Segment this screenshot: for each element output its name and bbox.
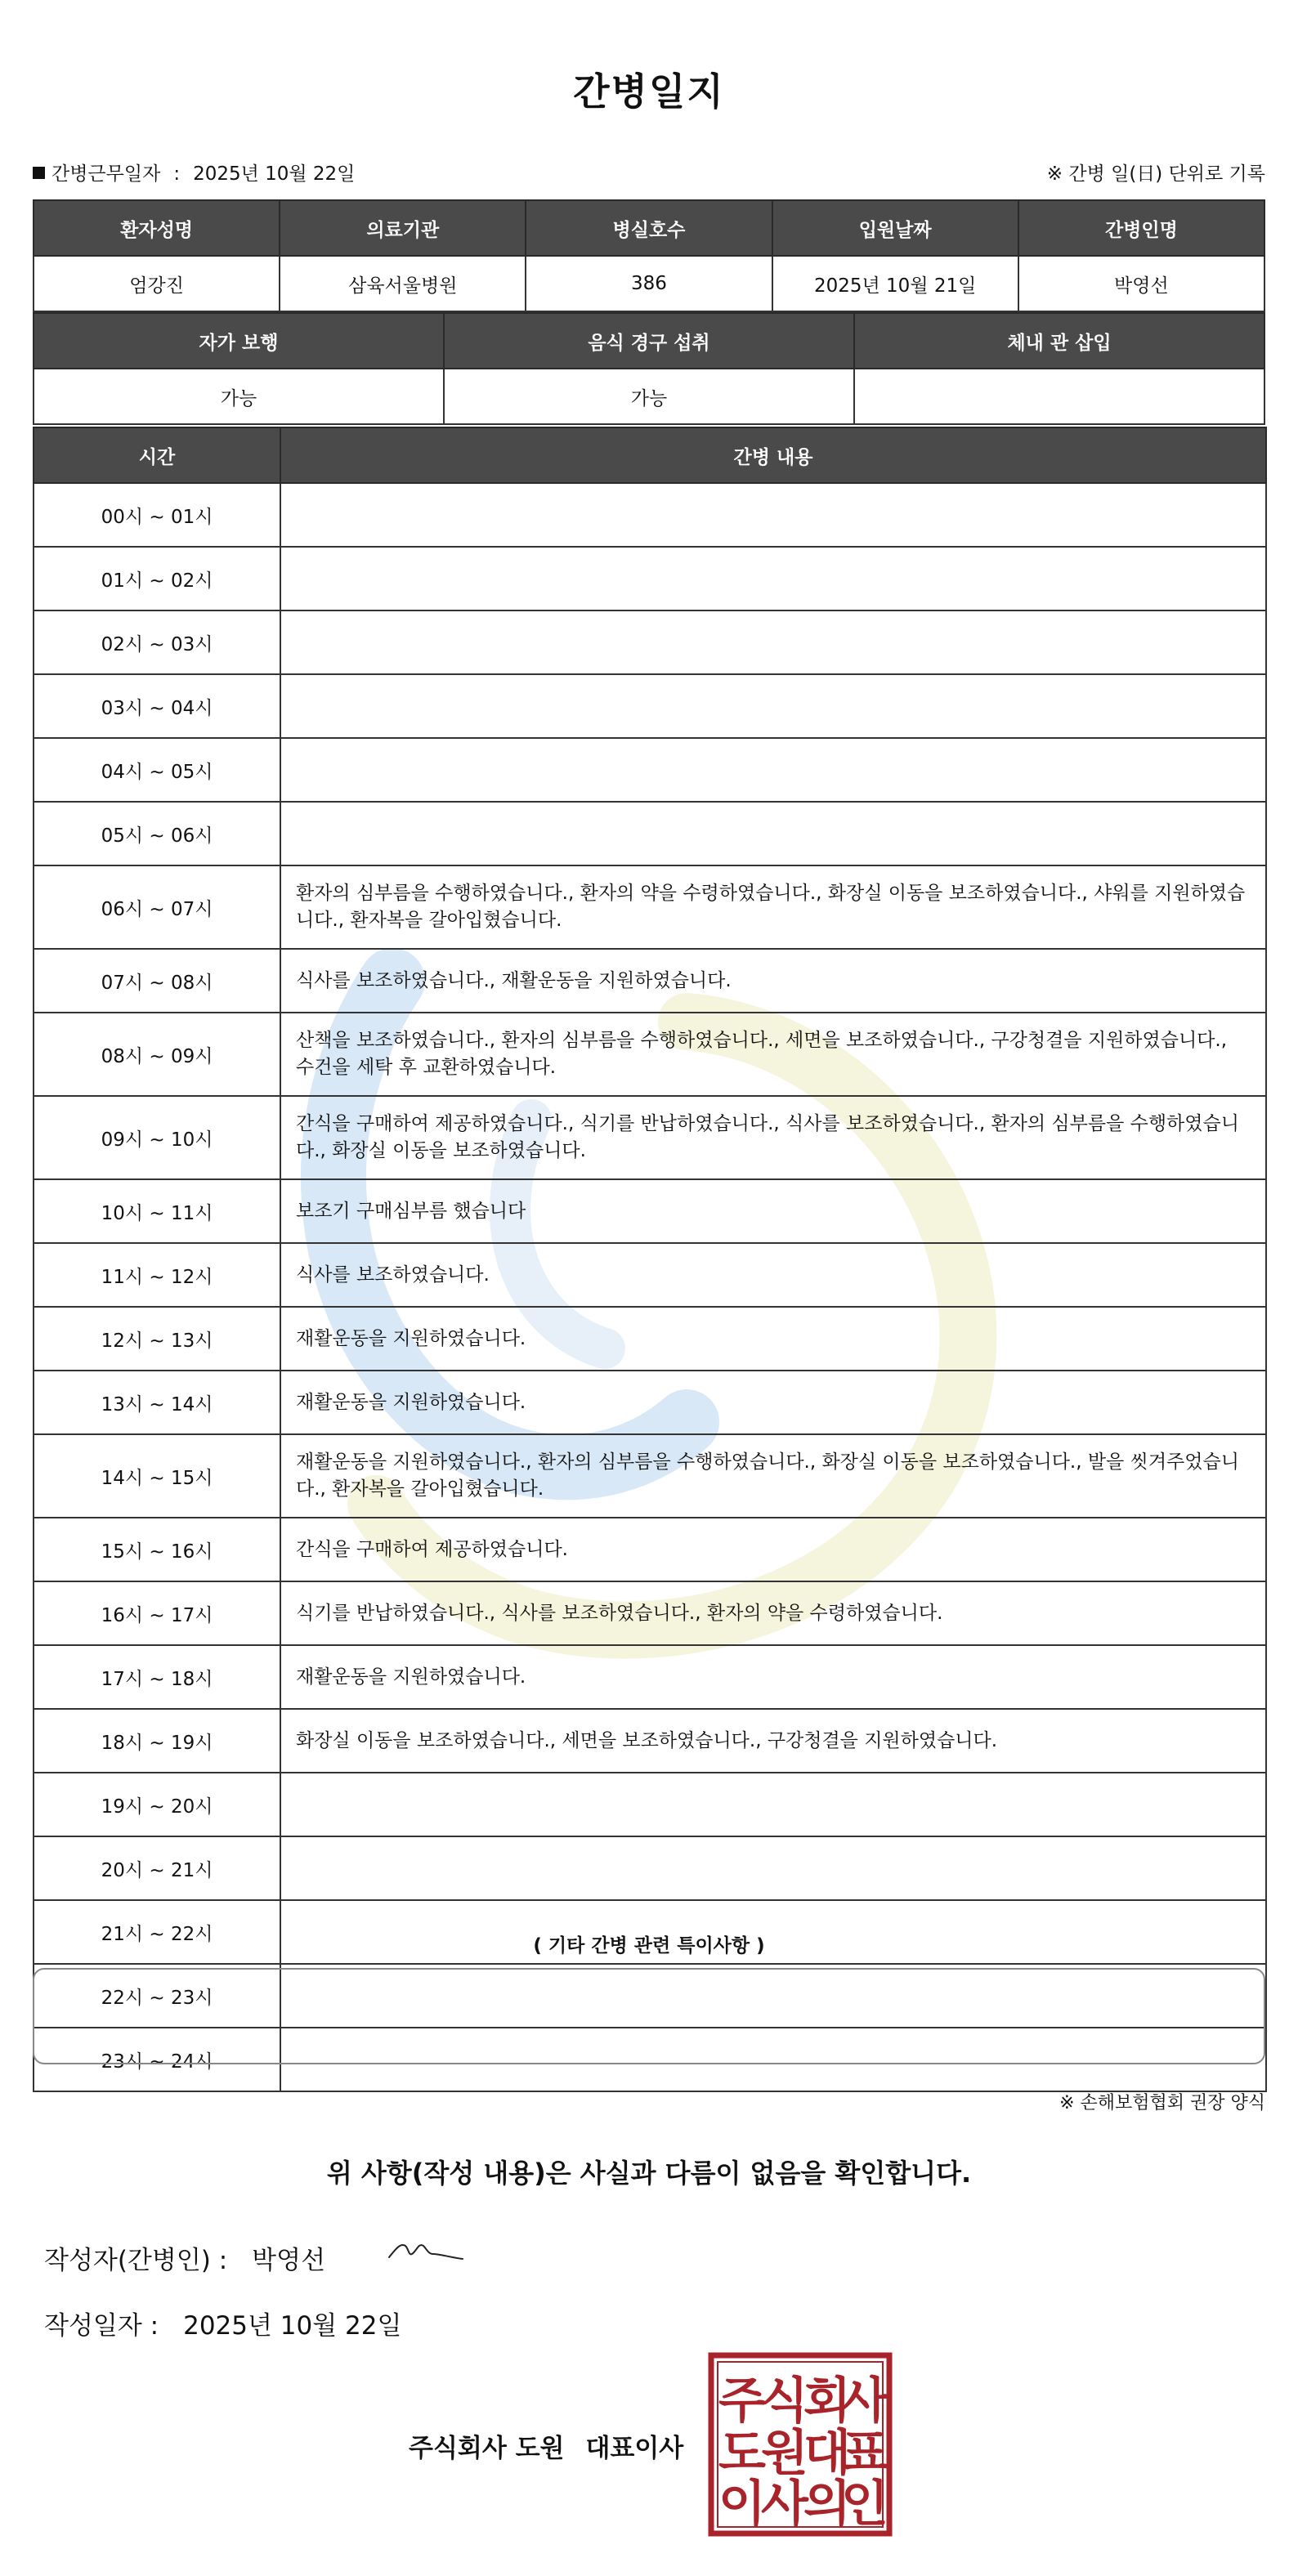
care-log-row (34, 1371, 1266, 1434)
work-date-label: 간병근무일자 (51, 163, 161, 185)
work-date-value: 2025년 10월 22일 (193, 163, 356, 185)
confirmation-statement: 위 사항(작성 내용)은 사실과 다름이 없음을 확인합니다. (326, 2158, 972, 2189)
header-time: 시간 (34, 427, 280, 483)
time-slot: 07시 ~ 08시 (34, 949, 280, 1013)
care-content: 간식을 구매하여 제공하였습니다., 식기를 반납하였습니다., 식사를 보조하였습니다., 환자의 심부름을 수행하였습니다., 화장실 이동을 보조하였습니다. (280, 1096, 1266, 1179)
svg-text:도: 도 (718, 2425, 766, 2482)
care-log-row (34, 547, 1266, 610)
care-log-row (34, 1836, 1266, 1900)
company-name: 주식회사 도원 (409, 2434, 565, 2463)
writer-line (44, 2239, 325, 2276)
header-oral-intake: 음식 경구 섭취 (444, 313, 854, 369)
hospital-name: 삼육서울병원 (280, 256, 526, 311)
patient-info-table (33, 199, 1265, 312)
caregiver-name: 박영선 (1018, 256, 1264, 311)
written-date-label: 작성일자 : (44, 2311, 159, 2341)
care-log-header-row (34, 427, 1266, 483)
header-caregiver-name: 간병인명 (1018, 200, 1264, 256)
square-bullet-icon (33, 167, 45, 179)
time-slot: 03시 ~ 04시 (34, 674, 280, 738)
care-log-row (34, 1179, 1266, 1243)
self-walking-value: 가능 (34, 369, 444, 424)
time-slot: 05시 ~ 06시 (34, 802, 280, 865)
care-content (280, 610, 1266, 674)
time-slot: 13시 ~ 14시 (34, 1371, 280, 1434)
time-slot: 10시 ~ 11시 (34, 1179, 280, 1243)
oral-intake-value: 가능 (444, 369, 854, 424)
header-patient-name: 환자성명 (34, 200, 280, 256)
company-seal-stamp (708, 2352, 893, 2537)
recommend-note: ※ 손해보험협회 권장 양식 (1059, 2093, 1265, 2113)
time-slot: 18시 ~ 19시 (34, 1709, 280, 1773)
ability-header-row (34, 313, 1264, 369)
care-log-row (34, 1709, 1266, 1773)
care-content: 재활운동을 지원하였습니다., 환자의 심부름을 수행하였습니다., 화장실 이동을 보조하였습니다., 발을 씻겨주었습니다., 환자복을 갈아입혔습니다. (280, 1434, 1266, 1518)
care-log-row (34, 610, 1266, 674)
header-care-content: 간병 내용 (280, 427, 1266, 483)
time-slot: 00시 ~ 01시 (34, 483, 280, 547)
svg-text:대: 대 (803, 2425, 851, 2482)
care-content (280, 1836, 1266, 1900)
svg-text:표: 표 (841, 2425, 888, 2482)
svg-text:주: 주 (718, 2373, 766, 2430)
ceo-title: 대표이사 (585, 2434, 684, 2463)
care-log-row (34, 1096, 1266, 1179)
care-log-row (34, 483, 1266, 547)
care-log-row (34, 949, 1266, 1013)
patient-info-header-row (34, 200, 1264, 256)
care-log-row (34, 1243, 1266, 1307)
time-slot: 22시 ~ 23시 (34, 1964, 280, 2028)
work-date-line (33, 159, 355, 186)
company-signature-line (409, 2427, 683, 2464)
time-slot: 08시 ~ 09시 (34, 1013, 280, 1096)
care-log-row (34, 865, 1266, 949)
time-slot: 21시 ~ 22시 (34, 1900, 280, 1964)
care-content (280, 483, 1266, 547)
care-log-row (34, 738, 1266, 802)
svg-text:사: 사 (841, 2373, 888, 2430)
care-content (280, 1773, 1266, 1836)
time-slot: 16시 ~ 17시 (34, 1581, 280, 1645)
svg-text:원: 원 (761, 2425, 808, 2482)
remarks-box (33, 1968, 1265, 2064)
time-slot: 19시 ~ 20시 (34, 1773, 280, 1836)
time-slot: 15시 ~ 16시 (34, 1518, 280, 1581)
care-content: 환자의 심부름을 수행하였습니다., 환자의 약을 수령하였습니다., 화장실 이동을 보조하였습니다., 샤워를 지원하였습니다., 환자복을 갈아입혔습니다. (280, 865, 1266, 949)
care-log-row (34, 1434, 1266, 1518)
writer-label: 작성자(간병인) : (44, 2246, 228, 2275)
care-content (280, 802, 1266, 865)
header-admission-date: 입원날짜 (772, 200, 1018, 256)
writer-name: 박영선 (252, 2246, 326, 2275)
time-slot: 09시 ~ 10시 (34, 1096, 280, 1179)
care-content (280, 547, 1266, 610)
care-content: 화장실 이동을 보조하였습니다., 세면을 보조하였습니다., 구강청결을 지원하였습니다. (280, 1709, 1266, 1773)
header-self-walking: 자가 보행 (34, 313, 444, 369)
care-log-body (34, 483, 1266, 2091)
tube-insertion-value (854, 369, 1264, 424)
care-content (280, 738, 1266, 802)
patient-ability-table (33, 312, 1265, 425)
time-slot: 04시 ~ 05시 (34, 738, 280, 802)
care-log-table (33, 427, 1267, 2092)
care-content: 보조기 구매심부름 했습니다 (280, 1179, 1266, 1243)
care-log-row (34, 1307, 1266, 1371)
header-hospital: 의료기관 (280, 200, 526, 256)
svg-text:인: 인 (841, 2475, 888, 2533)
record-unit-note: ※ 간병 일(日) 단위로 기록 (1046, 163, 1265, 185)
time-slot: 14시 ~ 15시 (34, 1434, 280, 1518)
care-content: 간식을 구매하여 제공하였습니다. (280, 1518, 1266, 1581)
svg-text:의: 의 (803, 2475, 851, 2533)
care-content: 산책을 보조하였습니다., 환자의 심부름을 수행하였습니다., 세면을 보조하였습니다., 구강청결을 지원하였습니다., 수건을 세탁 후 교환하였습니다. (280, 1013, 1266, 1096)
admission-date: 2025년 10월 21일 (772, 256, 1018, 311)
svg-text:이: 이 (718, 2475, 766, 2533)
written-date-value: 2025년 10월 22일 (183, 2311, 402, 2341)
svg-text:사: 사 (761, 2475, 808, 2533)
patient-name: 엄강진 (34, 256, 280, 311)
time-slot: 17시 ~ 18시 (34, 1645, 280, 1709)
care-log-row (34, 1773, 1266, 1836)
time-slot: 12시 ~ 13시 (34, 1307, 280, 1371)
care-log-row (34, 802, 1266, 865)
care-content (280, 674, 1266, 738)
time-slot: 20시 ~ 21시 (34, 1836, 280, 1900)
care-log-row (34, 674, 1266, 738)
patient-info-value-row (34, 256, 1264, 311)
header-tube-insertion: 체내 관 삽입 (854, 313, 1264, 369)
time-slot: 06시 ~ 07시 (34, 865, 280, 949)
care-log-row (34, 1581, 1266, 1645)
care-log-row (34, 1013, 1266, 1096)
svg-text:식: 식 (761, 2373, 808, 2430)
care-content: 식사를 보조하였습니다. (280, 1243, 1266, 1307)
care-content: 재활운동을 지원하였습니다. (280, 1645, 1266, 1709)
ability-value-row (34, 369, 1264, 424)
time-slot: 02시 ~ 03시 (34, 610, 280, 674)
written-date-line (44, 2305, 401, 2341)
care-content: 재활운동을 지원하였습니다. (280, 1371, 1266, 1434)
care-log-row (34, 1645, 1266, 1709)
time-slot: 01시 ~ 02시 (34, 547, 280, 610)
care-content: 재활운동을 지원하였습니다. (280, 1307, 1266, 1371)
svg-text:회: 회 (803, 2373, 851, 2430)
care-content: 식기를 반납하였습니다., 식사를 보조하였습니다., 환자의 약을 수령하였습니다. (280, 1581, 1266, 1645)
header-room-number: 병실호수 (526, 200, 772, 256)
remarks-title: ( 기타 간병 관련 특이사항 ) (533, 1935, 765, 1957)
care-log-row (34, 1518, 1266, 1581)
time-slot: 23시 ~ 24시 (34, 2028, 280, 2091)
time-slot: 11시 ~ 12시 (34, 1243, 280, 1307)
page-title: 간병일지 (573, 69, 725, 114)
handwritten-signature (384, 2229, 474, 2270)
room-number: 386 (526, 256, 772, 311)
care-content: 식사를 보조하였습니다., 재활운동을 지원하였습니다. (280, 949, 1266, 1013)
work-date-colon: : (173, 163, 181, 185)
